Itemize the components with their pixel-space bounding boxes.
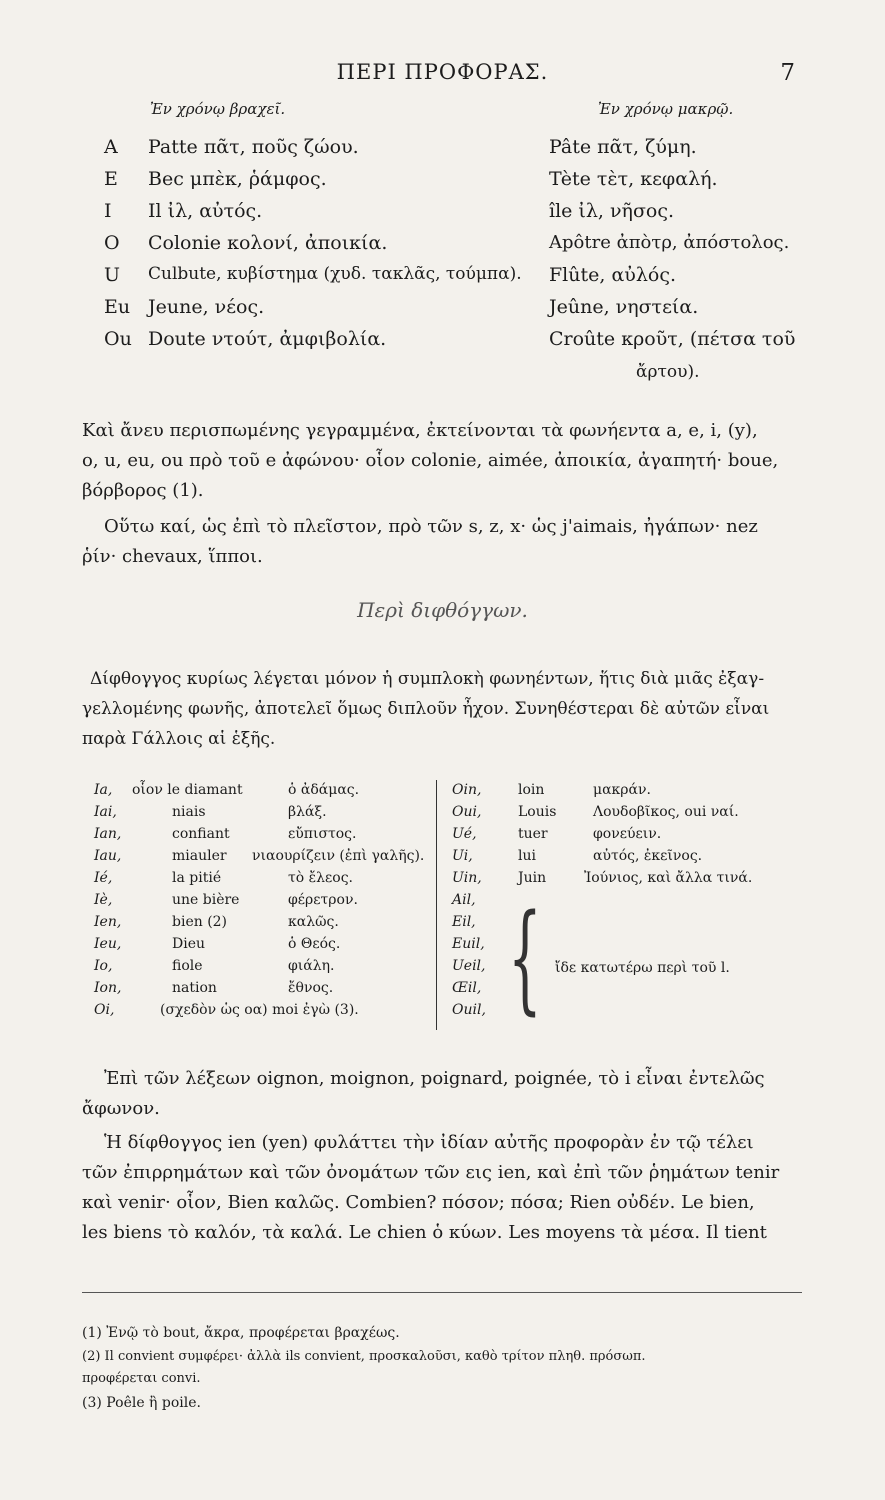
paragraph [82,512,802,572]
long-example: Pâte πᾶτ, ζύμη. [549,136,697,158]
long-example: Apôtre ἀπὸτρ, ἀπόστολος. [549,232,790,253]
text-line: o, u, eu, ou πρὸ τοῦ e ἀφώνου· οἷον colonie, aimée, ἀποικία, ἀγαπητή· boue, [82,450,779,471]
text-line: βόρβορος (1). [82,480,204,501]
vowel-letter: I [104,200,112,222]
column-divider [436,780,437,1030]
long-example: Jeûne, νηστεία. [549,296,699,318]
text-line: τῶν ἐπιρρημάτων καὶ τῶν ὀνομάτων τῶν εις ien, καὶ ἐπὶ τῶν ῥημάτων tenir [82,1162,780,1183]
short-example: Jeune, νέος. [148,296,265,318]
text-line: les biens τὸ καλόν, τὰ καλά. Le chien ὁ κύων. Les moyens τὰ μέσα. Il tient [82,1222,767,1243]
vowel-letter: O [104,232,120,254]
long-column-heading: Ἐν χρόνῳ μακρῷ. [598,100,734,118]
long-example: île ἰλ, νῆσος. [549,200,675,222]
running-header: ΠΕΡΙ ΠΡΟΦΟΡΑΣ. [336,60,549,84]
text-line: Δίφθογγος κυρίως λέγεται μόνον ἡ συμπλοκὴ φωνηέντων, ἥτις διὰ μιᾶς ἐξαγ- [90,669,765,689]
vowel-letter: Eu [104,296,131,318]
paragraph [82,664,802,754]
text-line: ἄφωνον. [82,1098,160,1119]
long-example-continuation: ἄρτου). [636,362,700,382]
curly-brace: { [508,888,542,1026]
section-heading: Περὶ διφθόγγων. [357,598,528,622]
brace-note: ἴδε κατωτέρω περὶ τοῦ l. [555,960,730,976]
long-example: Croûte κροῦτ, (πέτσα τοῦ [549,328,796,350]
footnote: (1) Ἐνῷ τὸ bout, ἄκρα, προφέρεται βραχέως. [82,1325,400,1341]
text-line: ῥίν· chevaux, ἵπποι. [82,546,263,567]
long-example: Tète τὲτ, κεφαλή. [549,168,718,190]
paragraph [82,1128,802,1248]
short-example: Colonie κολονί, ἀποικία. [148,232,388,254]
short-example: Bec μπὲκ, ῥάμφος. [148,168,327,190]
footnote-continuation: προφέρεται convi. [82,1371,201,1386]
footnote: (2) Il convient συμφέρει· ἀλλὰ ils convient, προσκαλοῦσι, καθὸ τρίτον πληθ. πρόσωπ. [82,1349,646,1364]
long-example: Flûte, αὐλός. [549,264,676,286]
text-line: Καὶ ἄνευ περισπωμένης γεγραμμένα, ἐκτείνονται τὰ φωνήεντα a, e, i, (y), [82,420,758,441]
short-example: Doute ντούτ, ἀμφιβολία. [148,328,387,350]
vowel-letter: U [104,264,121,286]
short-example: Culbute, κυβίστημα (χυδ. τακλᾶς, τούμπα). [148,264,522,284]
paragraph [82,416,802,506]
page-number: 7 [780,60,795,86]
text-line: Ἡ δίφθογγος ien (yen) φυλάττει τὴν ἰδίαν αὐτῆς προφορὰν ἐν τῷ τέλει [104,1132,754,1153]
vowel-letter: A [104,136,118,158]
text-line: Ἐπὶ τῶν λέξεων oignon, moignon, poignard, poignée, τὸ i εἶναι ἐντελῶς [104,1068,765,1089]
text-line: Οὕτω καί, ὡς ἐπὶ τὸ πλεῖστον, πρὸ τῶν s, z, x· ὡς j'aimais, ἠγάπων· nez [104,516,758,537]
footnote: (3) Poêle ἢ poile. [82,1395,201,1411]
paragraph [82,1064,802,1124]
vowel-letter: Ou [104,328,132,350]
text-line: καὶ venir· οἷον, Bien καλῶς. Combien? πόσον; πόσα; Rien οὐδέν. Le bien, [82,1192,755,1213]
text-line: παρὰ Γάλλοις αἱ ἑξῆς. [82,729,276,749]
short-example: Patte πᾶτ, ποῦς ζώου. [148,136,359,158]
footnote-rule [82,1292,802,1293]
vowel-letter: E [104,168,118,190]
book-page: ΠΕΡΙ ΠΡΟΦΟΡΑΣ. 7 Ἐν χρόνῳ βραχεῖ. Ἐν χρόνῳ μακρῷ. A Patte πᾶτ, ποῦς ζώου. E Bec μπὲκ, ῥάμφος. I Il ἰλ, αὐτός. O Colonie κολονί, ἀποικία. U Culbute, κυβίστημα (χυδ. τακλᾶς, τούμπα). Eu Jeune, νέος. Ou Doute ντούτ, ἀμφιβολία. Pâte πᾶτ, ζύμη. Tète τὲτ, κεφαλή. île ἰλ, νῆσος. Apôtre ἀπὸτρ, ἀπόστολος. Flûte, αὐλός. Jeûne, νηστεία. Croûte κροῦτ, (πέτσα τοῦ ἄρτου). Καὶ ἄνευ περισπωμένης γεγραμμένα, ἐκτείνονται τὰ φωνήεντα a, e, i, (y), o, u, eu, ou πρὸ τοῦ e ἀφώνου· οἷον colonie, aimée, ἀποικία, ἀγαπητή· boue, βόρβορος (1). Οὕτω καί, ὡς ἐπὶ τὸ πλεῖστον, πρὸ τῶν s, z, x· ὡς j'aimais, ἠγάπων· nez ῥίν· chevaux, ἵπποι. Περὶ διφθόγγων. Δίφθογγος κυρίως λέγεται μόνον ἡ συμπλοκὴ φωνηέντων, ἥτις διὰ μιᾶς ἐξαγ- γελλομένης φωνῆς, ἀποτελεῖ ὅμως διπλοῦν ἦχον. Συνηθέστεραι δὲ αὐτῶν εἶναι παρὰ Γάλλοις αἱ ἑξῆς. Ia, οἷον le diamant ὁ ἀδάμας. Iai, niais βλάξ. Ian, confiant εὔπιστος. Iau, miauler νιαουρίζειν (ἐπὶ γαλῆς). Ié, la pitié τὸ ἔλεος. Iè, une bière φέρετρον. Ien, bien (2) καλῶς. Ieu, Dieu ὁ Θεός. Io, fiole φιάλη. Ion, nation ἔθνος. Oi, (σχεδὸν ὡς οα) moi ἐγὼ (3). Oin, loin μακράν. Oui, Louis Λουδοβῖκος, oui ναί. Ué, tuer φονεύειν. Ui, lui αὐτός, ἐκεῖνος. Uin, Juin Ἰούνιος, καὶ ἄλλα τινά. Ail, Eil, Euil, Ueil, Œil, Ouil, { ἴδε κατωτέρω περὶ τοῦ l. Ἐπὶ τῶν λέξεων oignon, moignon, poignard, poignée, τὸ i εἶναι ἐντελῶς ἄφωνον. Ἡ δίφθογγος ien (yen) φυλάττει τὴν ἰδίαν αὐτῆς προφορὰν ἐν τῷ τέλει τῶν ἐπιρρημάτων καὶ τῶν ὀνομάτων τῶν εις ien, καὶ ἐπὶ τῶν ῥημάτων tenir καὶ venir· οἷον, Bien καλῶς. Combien? πόσον; πόσα; Rien οὐδέν. Le bien, les biens τὸ καλόν, τὰ καλά. Le chien ὁ κύων. Les moyens τὰ μέσα. Il tient (1) Ἐνῷ τὸ bout, ἄκρα, προφέρεται βραχέως. (2) Il convient συμφέρει· ἀλλὰ ils convient, προσκαλοῦσι, καθὸ τρίτον πληθ. πρόσωπ. προφέρεται convi. (3) Poêle ἢ poile. [0,0,885,1500]
short-example: Il ἰλ, αὐτός. [148,200,263,222]
short-column-heading: Ἐν χρόνῳ βραχεῖ. [150,100,286,118]
text-line: γελλομένης φωνῆς, ἀποτελεῖ ὅμως διπλοῦν ἦχον. Συνηθέστεραι δὲ αὐτῶν εἶναι [82,699,770,719]
